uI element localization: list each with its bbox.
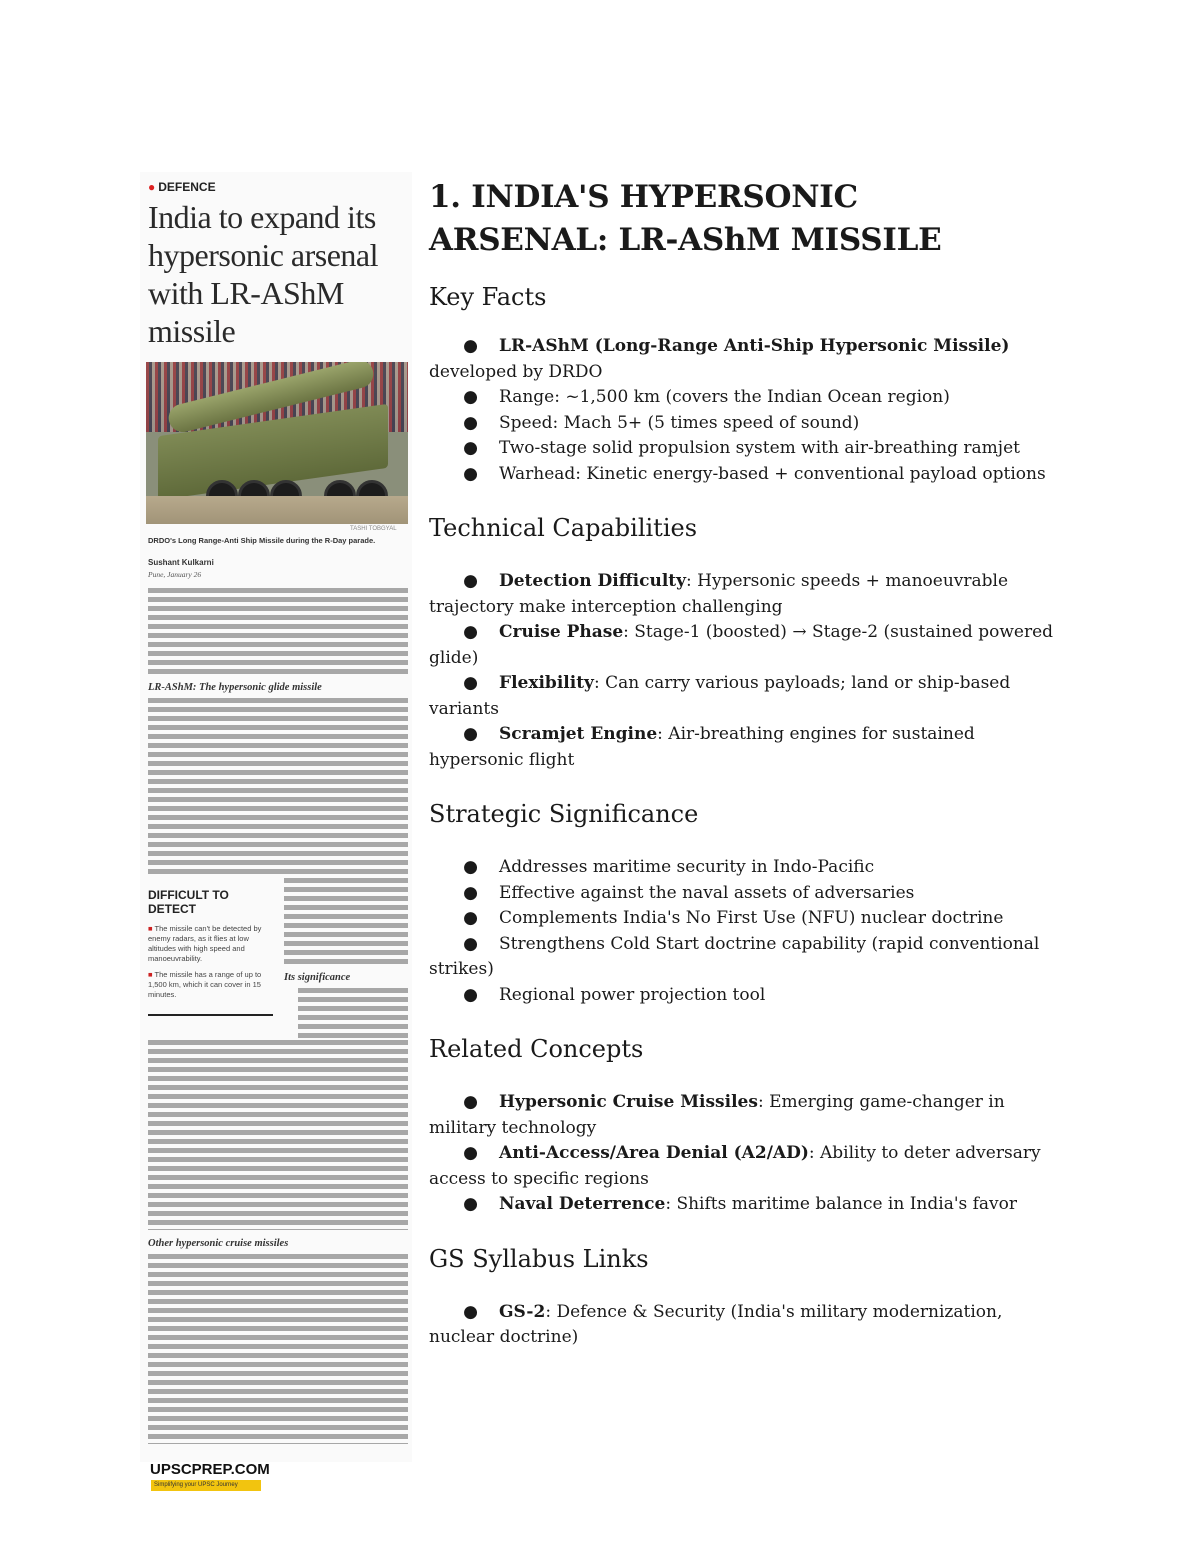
sidebar-box-bullet <box>148 970 273 1000</box>
item-bold-text: GS-2 <box>499 1301 546 1322</box>
article-body-text <box>284 878 408 968</box>
item-text: Strengthens Cold Start doctrine capability (rapid conventional strikes) <box>429 933 1040 979</box>
bullet-icon: ● <box>463 1194 478 1214</box>
bullet-icon: ● <box>463 908 478 928</box>
missile-photo <box>146 362 408 524</box>
item-text: : Ability to deter adversary access to specific regions <box>429 1143 1041 1189</box>
item-text: Addresses maritime security in Indo-Pacific <box>499 857 875 877</box>
item-bold-text: Cruise Phase <box>499 622 624 642</box>
item-bold-text: Hypersonic Cruise Missiles <box>499 1092 758 1112</box>
list-item <box>429 855 1069 881</box>
section-heading: Key Facts <box>429 283 547 311</box>
item-bold-text: Scramjet Engine <box>499 724 658 744</box>
dateline: Pune, January 26 <box>148 570 202 579</box>
list-item <box>429 436 1069 462</box>
section-heading: GS Syllabus Links <box>429 1244 649 1273</box>
item-bold-text: LR-AShM (Long-Range Anti-Ship Hypersonic Missile) <box>499 336 1010 356</box>
bullet-list <box>429 334 1069 487</box>
list-item <box>429 411 1069 437</box>
list-item <box>429 722 1069 773</box>
bullet-dot-icon: ● <box>148 180 156 194</box>
list-item <box>429 1141 1069 1192</box>
item-text: developed by DRDO <box>429 361 603 382</box>
article-body-text <box>148 1040 408 1230</box>
item-text: : Emerging game-changer in military technology <box>429 1092 1005 1138</box>
article-body-text <box>148 588 408 678</box>
item-text: Range: ~1,500 km (covers the Indian Ocean region) <box>499 387 950 407</box>
article-body-text <box>148 1254 408 1444</box>
article-body-text <box>298 988 408 1038</box>
list-item <box>429 906 1069 932</box>
square-bullet-icon: ■ <box>148 970 155 979</box>
bullet-icon: ● <box>463 1143 478 1163</box>
clipping-headline: India to expand its hypersonic arsenal with LR-AShM missile <box>148 199 379 349</box>
bullet-icon: ● <box>463 724 478 744</box>
item-text: : Can carry various payloads; land or ship-based variants <box>429 673 1011 719</box>
notes-title: 1. INDIA'S HYPERSONIC ARSENAL: LR-AShM MISSILE <box>429 179 942 258</box>
box-bullet-text: The missile has a range of up to 1,500 km, which it can cover in 15 minutes. <box>148 970 262 999</box>
bullet-list <box>429 855 1069 1008</box>
bullet-icon: ● <box>463 463 478 484</box>
section-heading: Technical Capabilities <box>429 514 698 542</box>
road-image <box>146 496 408 524</box>
article-body-text <box>148 698 408 876</box>
item-bold-text: Anti-Access/Area Denial (A2/AD) <box>499 1143 809 1163</box>
newspaper-clipping <box>140 172 412 1462</box>
item-text: Regional power projection tool <box>499 984 766 1005</box>
bullet-icon: ● <box>463 1301 478 1322</box>
item-bold-text: Flexibility <box>499 673 594 693</box>
photo-credit: TASHI TOBGYAL <box>350 526 397 532</box>
bullet-icon: ● <box>463 622 478 642</box>
list-item <box>429 932 1069 983</box>
list-item <box>429 1090 1069 1141</box>
list-item <box>429 620 1069 671</box>
square-bullet-icon: ■ <box>148 924 155 933</box>
bullet-list <box>429 1300 1069 1351</box>
sidebar-box-title: DIFFICULT TO DETECT <box>148 888 229 916</box>
bullet-icon: ● <box>463 1092 478 1112</box>
bullet-icon: ● <box>463 438 478 458</box>
bullet-list <box>429 569 1069 773</box>
list-item <box>429 1192 1069 1218</box>
bullet-icon: ● <box>463 571 478 591</box>
item-text: : Stage-1 (boosted) → Stage-2 (sustained powered glide) <box>429 622 1054 668</box>
brand-tagline: Simplifying your UPSC Journey <box>151 1480 261 1491</box>
bullet-icon: ● <box>463 336 478 356</box>
bullet-icon: ● <box>463 857 478 877</box>
subhead-other-missiles: Other hypersonic cruise missiles <box>148 1238 289 1249</box>
list-item <box>429 881 1069 907</box>
list-item <box>429 1300 1069 1351</box>
brand-logo: UPSCPREP.COM <box>150 1461 270 1478</box>
list-item <box>429 671 1069 722</box>
item-text: Two-stage solid propulsion system with air-breathing ramjet <box>499 438 1020 458</box>
byline: Sushant Kulkarni <box>148 558 214 567</box>
bullet-list <box>429 1090 1069 1218</box>
item-bold-text: Detection Difficulty <box>499 571 687 591</box>
subhead-significance: Its significance <box>284 972 351 983</box>
section-related-concepts <box>429 1034 1069 1218</box>
bullet-icon: ● <box>463 412 478 433</box>
section-kicker <box>148 180 216 194</box>
list-item <box>429 334 1069 385</box>
section-key-facts <box>429 282 1069 487</box>
item-bold-text: Naval Deterrence <box>499 1194 666 1214</box>
section-heading: Related Concepts <box>429 1035 644 1063</box>
divider <box>148 1014 273 1016</box>
bullet-icon: ● <box>463 984 478 1005</box>
item-text: : Defence & Security (India's military modernization, nuclear doctrine) <box>429 1301 1003 1347</box>
photo-caption: DRDO's Long Range-Anti Ship Missile during the R-Day parade. <box>148 536 376 545</box>
kicker-text: DEFENCE <box>158 180 216 194</box>
box-bullet-text: The missile can't be detected by enemy radars, as it flies at low altitudes with high speed and manoeuvrability. <box>148 924 262 963</box>
item-text: Speed: Mach 5+ (5 times speed of sound) <box>499 412 860 433</box>
bullet-icon: ● <box>463 933 478 954</box>
item-text: : Hypersonic speeds + manoeuvrable trajectory make interception challenging <box>429 571 1009 617</box>
bullet-icon: ● <box>463 673 478 693</box>
list-item <box>429 462 1069 488</box>
list-item <box>429 983 1069 1009</box>
list-item <box>429 569 1069 620</box>
item-text: : Air-breathing engines for sustained hypersonic flight <box>429 724 975 770</box>
bullet-icon: ● <box>463 882 478 903</box>
item-text: Warhead: Kinetic energy-based + conventional payload options <box>499 463 1046 484</box>
section-strategic-significance <box>429 799 1069 1008</box>
section-technical-capabilities <box>429 513 1069 773</box>
list-item <box>429 385 1069 411</box>
sidebar-box-bullet <box>148 924 273 964</box>
section-gs-syllabus-links <box>429 1244 1069 1351</box>
bullet-icon: ● <box>463 387 478 407</box>
notes-column <box>429 176 1069 1351</box>
item-text: Complements India's No First Use (NFU) nuclear doctrine <box>499 908 1004 928</box>
item-text: Effective against the naval assets of adversaries <box>499 882 915 903</box>
subhead-glide-missile: LR-AShM: The hypersonic glide missile <box>148 682 322 693</box>
section-heading: Strategic Significance <box>429 800 699 828</box>
item-text: : Shifts maritime balance in India's favor <box>665 1194 1018 1214</box>
